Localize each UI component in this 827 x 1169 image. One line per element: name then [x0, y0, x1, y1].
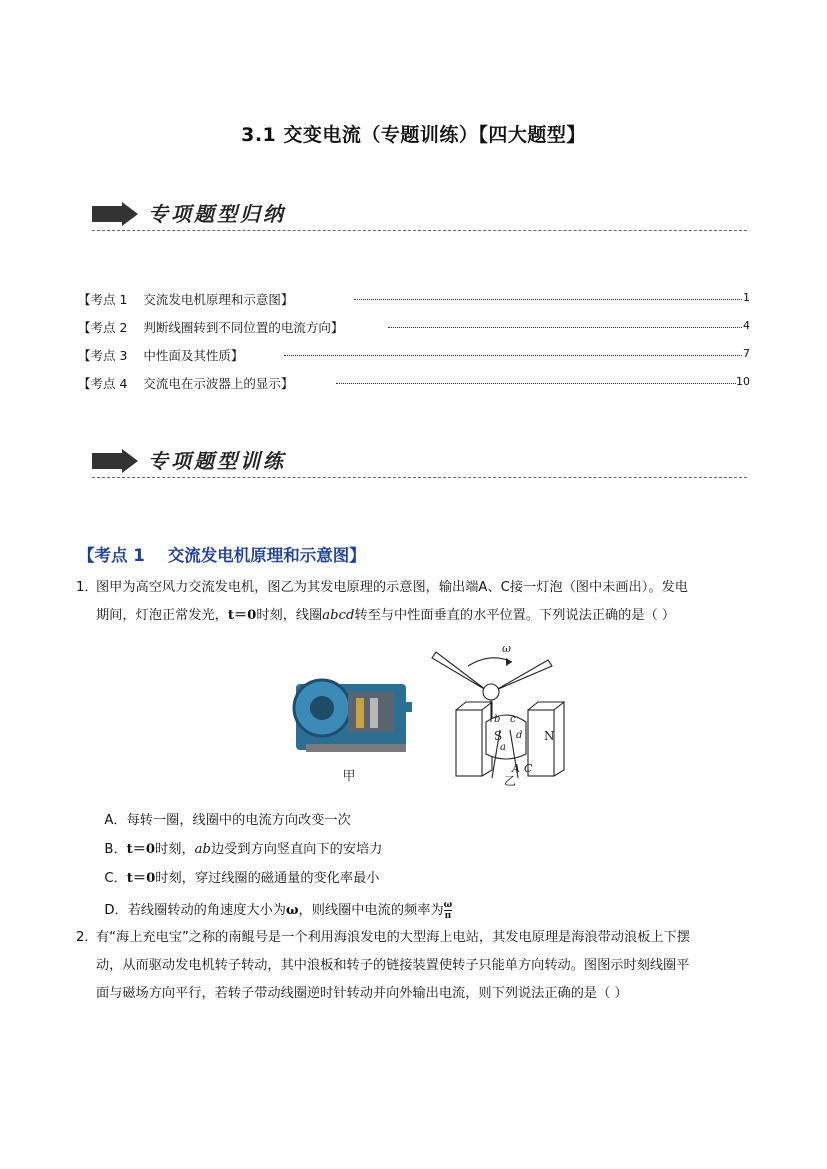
toc-item-4[interactable]: 【考点 4 交流电在示波器上的显示】 10	[78, 375, 750, 391]
option-a[interactable]: A．每转一圈，线圈中的电流方向改变一次	[104, 813, 351, 828]
option-c[interactable]: C．t＝0时刻，穿过线圈的磁通量的变化率最小	[104, 871, 380, 886]
divider	[92, 230, 747, 231]
svg-text:ω: ω	[502, 646, 511, 655]
option-b[interactable]: B．t＝0时刻，ab边受到方向竖直向下的安培力	[104, 842, 383, 857]
caption-jia: 甲	[342, 769, 356, 784]
arrow-icon	[92, 202, 140, 226]
banner-training	[92, 443, 747, 483]
toc-item-1[interactable]: 【考点 1 交流发电机原理和示意图】 1	[78, 291, 750, 307]
svg-text:A: A	[512, 762, 520, 775]
svg-text:N: N	[544, 729, 555, 743]
svg-text:a: a	[500, 742, 506, 753]
question-1-line1: 图甲为高空风力交流发电机，图乙为其发电原理的示意图，输出端A、C接一灯泡（图中未画出）。发电	[96, 580, 688, 595]
banner-training-text: 专项题型训练	[148, 449, 286, 473]
generator-figure	[286, 646, 566, 786]
question-1: 1． 图甲为高空风力交流发电机，图乙为其发电原理的示意图，输出端A、C接一灯泡（图中未画出）。发电 期间，灯泡正常发光，t＝0时刻，线圈abcd转至与中性面垂直的水平位置。下列说法正确的是（ ）	[96, 574, 756, 630]
svg-text:d: d	[516, 730, 523, 741]
toc-item-2[interactable]: 【考点 2 判断线圈转到不同位置的电流方向】 4	[78, 319, 750, 335]
caption-yi: 乙	[503, 774, 517, 786]
page-title: 3.1 交变电流（专题训练）【四大题型】	[241, 124, 586, 146]
section-heading: 【考点 1 交流发电机原理和示意图】	[78, 546, 366, 565]
svg-text:c: c	[510, 714, 516, 725]
svg-text:C: C	[524, 762, 533, 775]
option-d[interactable]: D．若线圈转动的角速度大小为ω，则线圈中电流的频率为 $\frac{\omega}{\pi}$	[104, 899, 453, 921]
generator-photo	[294, 680, 412, 752]
generator-illustration	[286, 646, 566, 786]
svg-text:S: S	[494, 729, 503, 743]
banner-summary	[92, 196, 747, 236]
toc-item-3[interactable]: 【考点 3 中性面及其性质】 7	[78, 347, 750, 363]
divider	[92, 477, 747, 478]
svg-text:b: b	[494, 714, 501, 725]
banner-summary-text: 专项题型归纳	[148, 202, 286, 226]
question-2: 2． 有“海上充电宝”之称的南鲲号是一个利用海浪发电的大型海上电站，其发电原理是海浪带动浪板上下摆 动，从而驱动发电机转子转动，其中浪板和转子的链接装置使转子只能单方向转动。图图示时刻线圈平 面与磁场方向平行，若转子带动线圈逆时针转动并向外输出电流，则下列说法正确的是（ ）	[76, 930, 690, 1001]
frequency-fraction: $\frac{\omega}{\pi}$	[443, 899, 453, 921]
arrow-icon	[92, 449, 140, 473]
